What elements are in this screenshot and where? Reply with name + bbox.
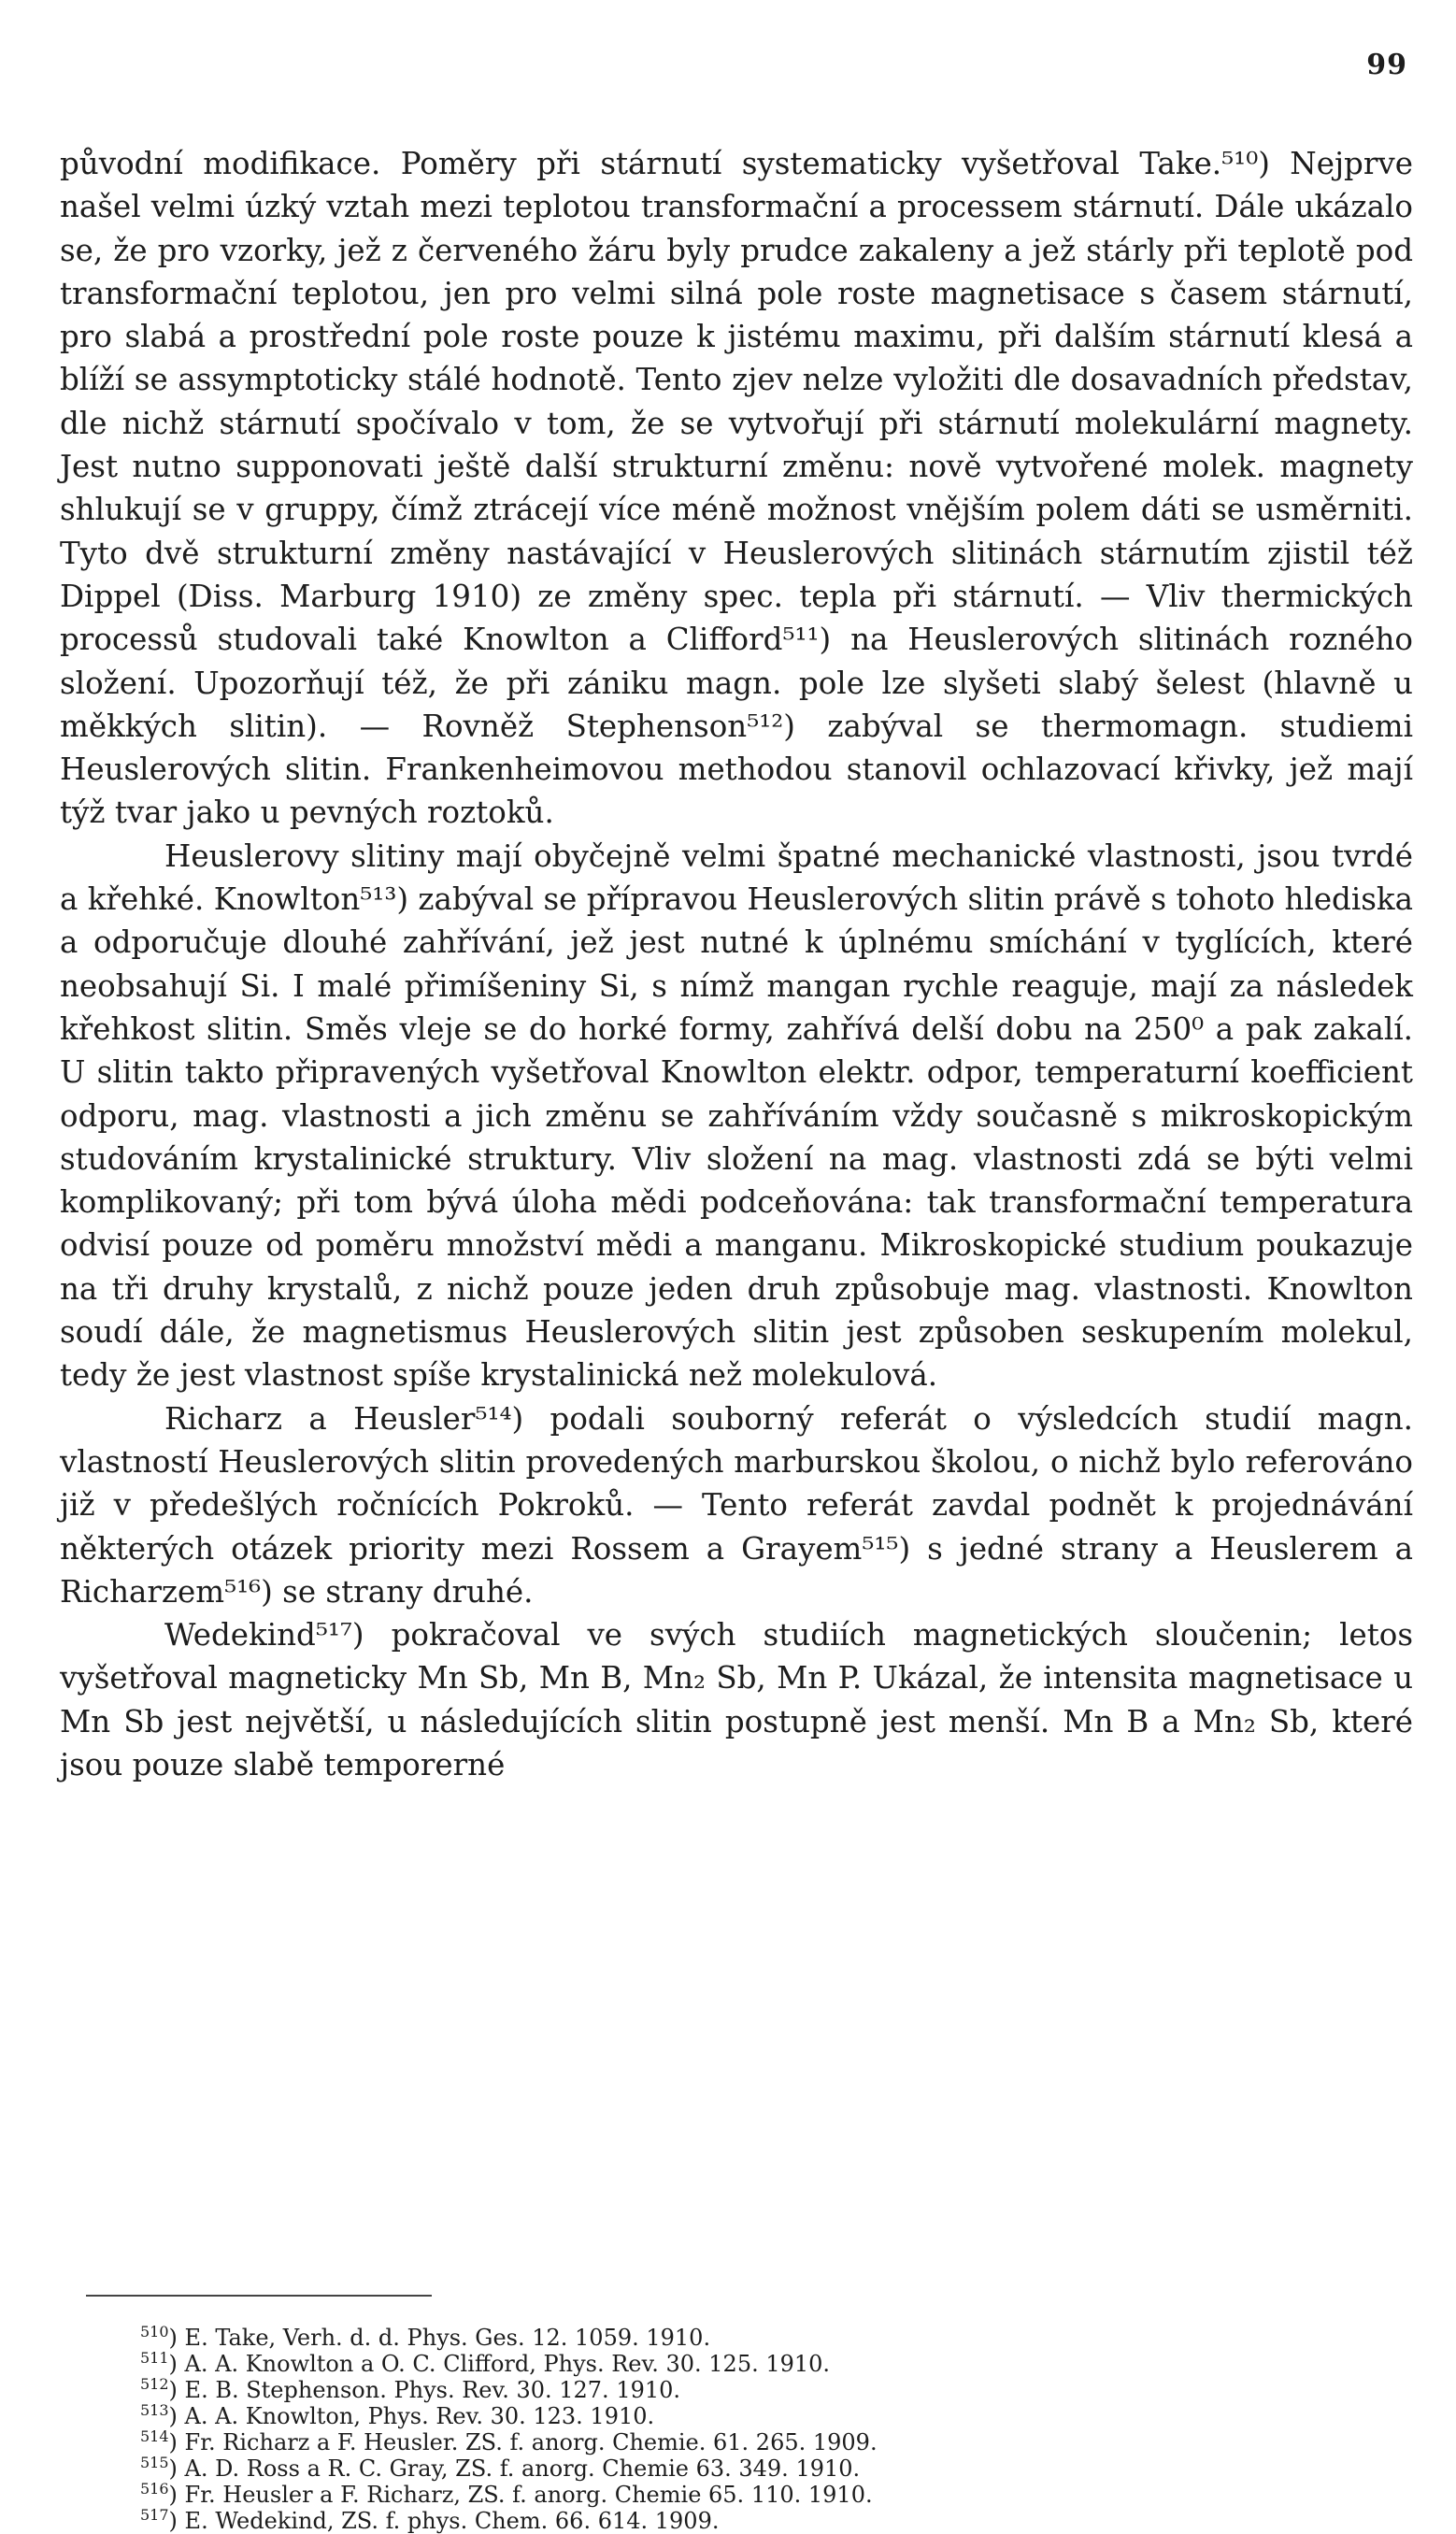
footnote-text: A. D. Ross a R. C. Gray, ZS. f. anorg. Chemie 63. 349. 1910. <box>184 2455 861 2482</box>
footnote: $^{511}$) A. A. Knowlton a O. C. Clifford, Phys. Rev. 30. 125. 1910. <box>140 2349 831 2377</box>
footnote-text: E. Wedekind, ZS. f. phys. Chem. 66. 614. 1909. <box>184 2508 720 2534</box>
footnote: $^{515}$) A. D. Ross a R. C. Gray, ZS. f. anorg. Chemie 63. 349. 1910. <box>140 2454 861 2482</box>
footnote-number: 517 <box>140 2506 169 2524</box>
page-number: 99 <box>1366 49 1407 81</box>
footnote-text: E. Take, Verh. d. d. Phys. Ges. 12. 1059. 1910. <box>184 2325 711 2351</box>
footnote-number: 513 <box>140 2401 169 2419</box>
footnote-text: Fr. Richarz a F. Heusler. ZS. f. anorg. Chemie. 61. 265. 1909. <box>184 2429 878 2455</box>
footnote-text: Fr. Heusler a F. Richarz, ZS. f. anorg. Chemie 65. 110. 1910. <box>184 2482 873 2508</box>
footnote: $^{517}$) E. Wedekind, ZS. f. phys. Chem. 66. 614. 1909. <box>140 2506 720 2534</box>
footnote-number: 512 <box>140 2375 169 2393</box>
footnote: $^{510}$) E. Take, Verh. d. d. Phys. Ges. 12. 1059. 1910. <box>140 2323 711 2351</box>
footnote-number: 514 <box>140 2427 169 2445</box>
footnote-text: A. A. Knowlton, Phys. Rev. 30. 123. 1910. <box>184 2403 655 2429</box>
body-text <box>60 142 1413 1786</box>
footnote: $^{512}$) E. B. Stephenson. Phys. Rev. 30. 127. 1910. <box>140 2375 681 2403</box>
footnotes <box>140 2325 1402 2534</box>
paragraph-take: původní modifikace. Poměry při stárnutí systematicky vyšetřoval Take.⁵¹⁰) Nejprve našel velmi úzký vztah mezi teplotou transformační a processem stárnutí. Dále ukázalo se, že pro vzorky, jež z červeného žáru byly prudce zakaleny a jež stárly při teplotě pod transformační teplotou, jen pro velmi silná pole roste magnetisace s časem stárnutí, pro slabá a prostřední pole roste pouze k jistému maximu, při dalším stárnutí klesá a blíží se assymptoticky stálé hodnotě. Tento zjev nelze vyložiti dle dosavadních představ, dle nichž stárnutí spočívalo v tom, že se vytvořují při stárnutí molekulární magnety. Jest nutno supponovati ještě další strukturní změnu: nově vytvořené molek. magnety shlukují se v gruppy, čímž ztrácejí více méně možnost vnějším polem dáti se usměrniti. Tyto dvě strukturní změny nastávající v Heuslerových slitinách stárnutím zjistil též Dippel (Diss. Marburg 1910) ze změny spec. tepla při stárnutí. — Vliv thermických processů studovali také Knowlton a Clifford⁵¹¹) na Heuslerových slitinách rozného složení. Upozorňují též, že při zániku magn. pole lze slyšeti slabý šelest (hlavně u měkkých slitin). — Rovněž Stephenson⁵¹²) zabýval se thermomagn. studiemi Heuslerových slitin. Frankenheimovou methodou stanovil ochlazovací křivky, jež mají týž tvar jako u pevných roztoků. <box>60 146 1413 831</box>
footnote-number: 510 <box>140 2323 169 2341</box>
footnote: $^{514}$) Fr. Richarz a F. Heusler. ZS. f. anorg. Chemie. 61. 265. 1909. <box>140 2427 878 2455</box>
footnote: $^{513}$) A. A. Knowlton, Phys. Rev. 30. 123. 1910. <box>140 2401 655 2429</box>
footnote: $^{516}$) Fr. Heusler a F. Richarz, ZS. f. anorg. Chemie 65. 110. 1910. <box>140 2480 873 2508</box>
footnote-text: A. A. Knowlton a O. C. Clifford, Phys. Rev. 30. 125. 1910. <box>184 2351 831 2377</box>
footnote-number: 515 <box>140 2454 169 2471</box>
paragraph-richarz: Richarz a Heusler⁵¹⁴) podali souborný referát o výsledcích studií magn. vlastností Heuslerových slitin provedených marburskou školou, o nichž bylo referováno již v předešlých ročnících Pokroků. — Tento referát zavdal podnět k projednávání některých otázek priority mezi Rossem a Grayem⁵¹⁵) s jedné strany a Heuslerem a Richarzem⁵¹⁶) se strany druhé. <box>60 1400 1413 1610</box>
paragraph-wedekind: Wedekind⁵¹⁷) pokračoval ve svých studiích magnetických sloučenin; letos vyšetřoval magneticky Mn Sb, Mn B, Mn₂ Sb, Mn P. Ukázal, že intensita magnetisace u Mn Sb jest největší, u následujících slitin postupně jest menší. Mn B a Mn₂ Sb, které jsou pouze slabě temporerné <box>60 1617 1413 1782</box>
footnote-text: E. B. Stephenson. Phys. Rev. 30. 127. 1910. <box>184 2377 681 2403</box>
paragraph-knowlton: Heuslerovy slitiny mají obyčejně velmi špatné mechanické vlastnosti, jsou tvrdé a křehké. Knowlton⁵¹³) zabýval se přípravou Heuslerových slitin právě s tohoto hlediska a odporučuje dlouhé zahřívání, jež jest nutné k úplnému smíchání v tyglících, které neobsahují Si. I malé přimíšeniny Si, s nímž mangan rychle reaguje, mají za následek křehkost slitin. Směs vleje se do horké formy, zahřívá delší dobu na 250⁰ a pak zakalí. U slitin takto připravených vyšetřoval Knowlton elektr. odpor, temperaturní koefficient odporu, mag. vlastnosti a jich změnu se zahříváním vždy současně s mikroskopickým studováním krystalinické struktury. Vliv složení na mag. vlastnosti zdá se býti velmi komplikovaný; při tom bývá úloha mědi podceňována: tak transformační temperatura odvisí pouze od poměru množství mědi a manganu. Mikroskopické studium poukazuje na tři druhy krystalů, z nichž pouze jeden druh způsobuje mag. vlastnosti. Knowlton soudí dále, že magnetismus Heuslerových slitin jest způsoben seskupením molekul, tedy že jest vlastnost spíše krystalinická než molekulová. <box>60 838 1413 1394</box>
footnote-number: 516 <box>140 2480 169 2498</box>
footnote-number: 511 <box>140 2349 169 2367</box>
footnote-divider <box>86 2295 432 2297</box>
